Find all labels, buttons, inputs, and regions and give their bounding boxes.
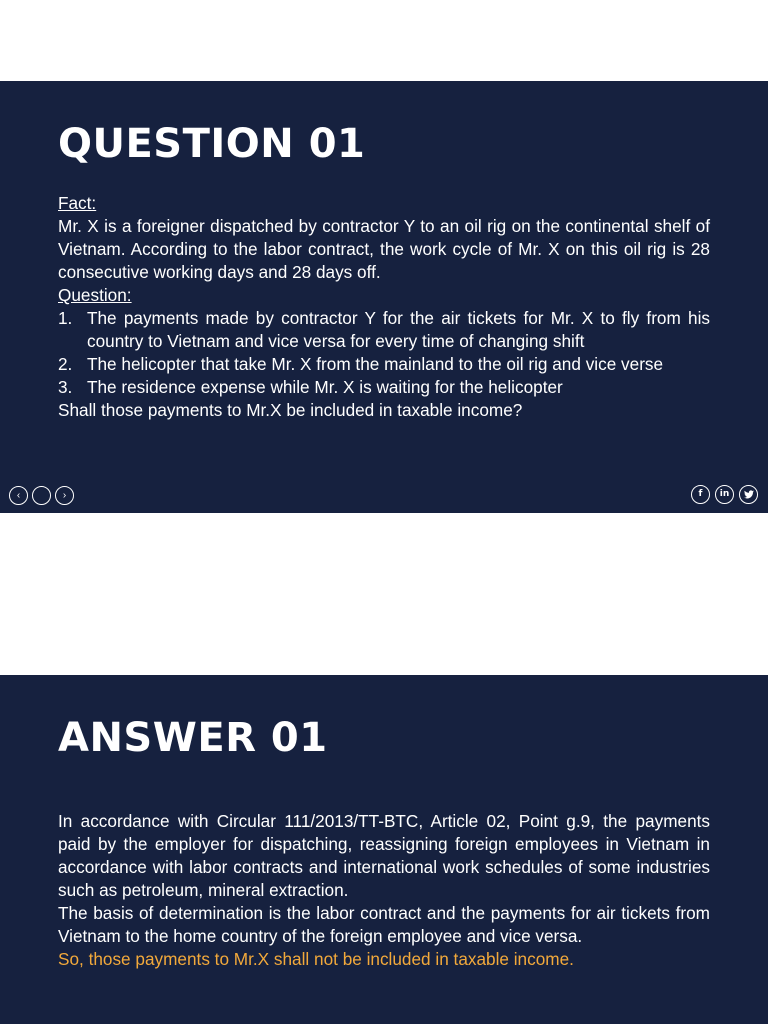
prev-slide-button[interactable]: [9, 486, 28, 505]
chevron-right-icon: ›: [62, 489, 67, 501]
slide-indicator-button[interactable]: [32, 486, 51, 505]
answer-conclusion: So, those payments to Mr.X shall not be included in taxable income.: [58, 949, 574, 969]
list-item: [58, 376, 710, 399]
facebook-icon: f: [698, 489, 703, 499]
question-title: QUESTION 01: [58, 121, 366, 167]
twitter-share-button[interactable]: [739, 485, 758, 504]
question-slide: [0, 81, 768, 513]
linkedin-share-button[interactable]: [715, 485, 734, 504]
fact-text: Mr. X is a foreigner dispatched by contractor Y to an oil rig on the continental shelf of Vietnam. According to the labor contract, the work cycle of Mr. X on this oil rig is 28 consecutive working days and 28 days off.: [58, 216, 710, 282]
question-heading: Question:: [58, 285, 132, 305]
fact-heading: Fact:: [58, 193, 97, 213]
facebook-share-button[interactable]: [691, 485, 710, 504]
list-item-number: 1.: [58, 308, 73, 328]
chevron-left-icon: ‹: [16, 489, 21, 501]
list-item: [58, 307, 710, 353]
answer-paragraph-1: In accordance with Circular 111/2013/TT-BTC, Article 02, Point g.9, the payments paid by the employer for dispatching, reassigning foreign employees in Vietnam in accordance with labor contracts and international work schedules of some industries such as petroleum, mineral extraction.: [58, 811, 710, 900]
list-item-text: The payments made by contractor Y for the air tickets for Mr. X to fly from his country to Vietnam and vice versa for every time of changing shift: [87, 308, 710, 351]
list-item: [58, 353, 710, 376]
list-item-text: The residence expense while Mr. X is waiting for the helicopter: [87, 377, 563, 397]
question-closing: Shall those payments to Mr.X be included in taxable income?: [58, 400, 523, 420]
linkedin-icon: in: [719, 489, 730, 499]
list-item-number: 2.: [58, 354, 73, 374]
answer-body: [58, 810, 710, 971]
answer-slide: [0, 675, 768, 1024]
answer-paragraph-2: The basis of determination is the labor contract and the payments for air tickets from Vietnam to the home country of the foreign employee and vice versa.: [58, 903, 710, 946]
next-slide-button[interactable]: [55, 486, 74, 505]
answer-title: ANSWER 01: [58, 715, 328, 761]
slide-navigation: [9, 486, 74, 505]
twitter-icon: [744, 490, 754, 499]
social-share: [691, 485, 758, 504]
question-list: [58, 307, 710, 399]
question-body: [58, 192, 710, 422]
list-item-text: The helicopter that take Mr. X from the mainland to the oil rig and vice verse: [87, 354, 664, 374]
list-item-number: 3.: [58, 377, 73, 397]
